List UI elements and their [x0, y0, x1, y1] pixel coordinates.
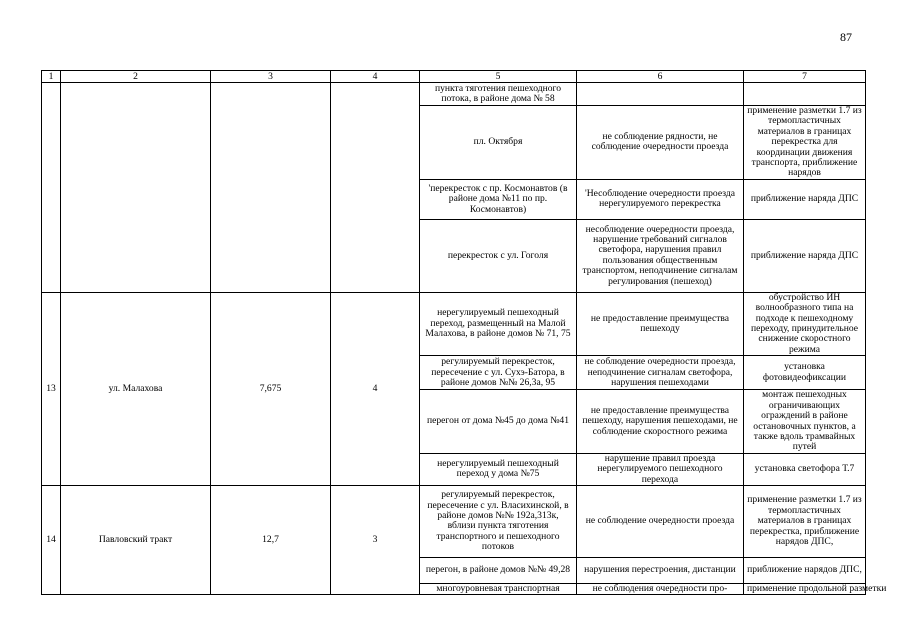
- cell-measure: применение продольной разметки: [744, 583, 866, 594]
- data-table: [41, 70, 887, 595]
- header-cell: 7: [744, 71, 866, 83]
- cell-count: [331, 83, 420, 293]
- cell-measure: применение разметки 1.7 из термопластичных материалов в границах перекрестка для координации движения транспорта, приближение нарядов: [744, 106, 866, 180]
- cell-street: ул. Малахова: [61, 292, 211, 485]
- cell-measure: обустройство ИН волнообразного типа на подходе к пешеходному переходу, принудительное снижение скоростного режима: [744, 292, 866, 355]
- cell-street: [61, 83, 211, 293]
- cell-violation: нарушения перестроения, дистанции: [577, 557, 744, 583]
- cell-violation: не соблюдение рядности, не соблюдение очередности проезда: [577, 106, 744, 180]
- cell-violation: несоблюдение очередности проезда, нарушение требований сигналов светофора, нарушения правил пользования общественным транспортом, неподчинение сигналам регулирования (пешеход): [577, 219, 744, 292]
- cell-measure: установка светофора Т.7: [744, 453, 866, 485]
- table-row: [42, 485, 866, 557]
- cell-place: нерегулируемый пешеходный переход, размещенный на Малой Малахова, в районе домов № 71, 75: [420, 292, 577, 355]
- cell-count: 4: [331, 292, 420, 485]
- cell-place: перегон, в районе домов №№ 49,28: [420, 557, 577, 583]
- page-number: 87: [840, 30, 852, 44]
- header-cell: 6: [577, 71, 744, 83]
- cell-violation: не соблюдение очередности проезда: [577, 485, 744, 557]
- cell-violation: [577, 83, 744, 106]
- cell-violation: не предоставление преимущества пешеходу, нарушения пешеходами, не соблюдение скоростного режима: [577, 390, 744, 453]
- cell-street: Павловский тракт: [61, 485, 211, 594]
- cell-num: [42, 83, 61, 293]
- cell-measure: приближение нарядов ДПС,: [744, 557, 866, 583]
- cell-num: 14: [42, 485, 61, 594]
- cell-place: пункта тяготения пешеходного потока, в районе дома № 58: [420, 83, 577, 106]
- header-cell: 5: [420, 71, 577, 83]
- cell-measure: применение разметки 1.7 из термопластичных материалов в границах перекрестка, приближение нарядов ДПС,: [744, 485, 866, 557]
- cell-place: нерегулируемый пешеходный переход у дома №75: [420, 453, 577, 485]
- cell-num: 13: [42, 292, 61, 485]
- cell-count: 3: [331, 485, 420, 594]
- table-row: [42, 292, 866, 355]
- table-row: [42, 83, 866, 106]
- cell-measure: [744, 83, 866, 106]
- cell-place: пл. Октября: [420, 106, 577, 180]
- header-row: [42, 71, 866, 83]
- cell-measure: установка фотовидеофиксации: [744, 356, 866, 390]
- header-cell: 3: [211, 71, 331, 83]
- cell-violation: не предоставление преимущества пешеходу: [577, 292, 744, 355]
- cell-measure: приближение наряда ДПС: [744, 179, 866, 219]
- cell-measure: приближение наряда ДПС: [744, 219, 866, 292]
- header-cell: 1: [42, 71, 61, 83]
- cell-length: [211, 83, 331, 293]
- cell-place: регулируемый перекресток, пересечение с ул. Сухэ-Батора, в районе домов №№ 26,3а, 95: [420, 356, 577, 390]
- cell-length: 7,675: [211, 292, 331, 485]
- cell-violation: нарушение правил проезда нерегулируемого пешеходного перехода: [577, 453, 744, 485]
- cell-violation: не соблюдения очередности про-: [577, 583, 744, 594]
- cell-violation: 'Несоблюдение очередности проезда нерегулируемого перекрестка: [577, 179, 744, 219]
- cell-place: многоуровневая транспортная: [420, 583, 577, 594]
- header-cell: 2: [61, 71, 211, 83]
- header-cell: 4: [331, 71, 420, 83]
- cell-place: 'перекресток с пр. Космонавтов (в районе дома №11 по пр. Космонавтов): [420, 179, 577, 219]
- cell-violation: не соблюдение очередности проезда, неподчинение сигналам светофора, нарушения пешеходами: [577, 356, 744, 390]
- cell-measure: монтаж пешеходных ограничивающих ограждений в районе остановочных пунктов, а также вдоль трамвайных путей: [744, 390, 866, 453]
- cell-length: 12,7: [211, 485, 331, 594]
- cell-place: регулируемый перекресток, пересечение с ул. Власихинской, в районе домов №№ 192а,313к, вблизи пункта тяготения транспортного и пешеходного потоков: [420, 485, 577, 557]
- cell-place: перекресток с ул. Гоголя: [420, 219, 577, 292]
- cell-place: перегон от дома №45 до дома №41: [420, 390, 577, 453]
